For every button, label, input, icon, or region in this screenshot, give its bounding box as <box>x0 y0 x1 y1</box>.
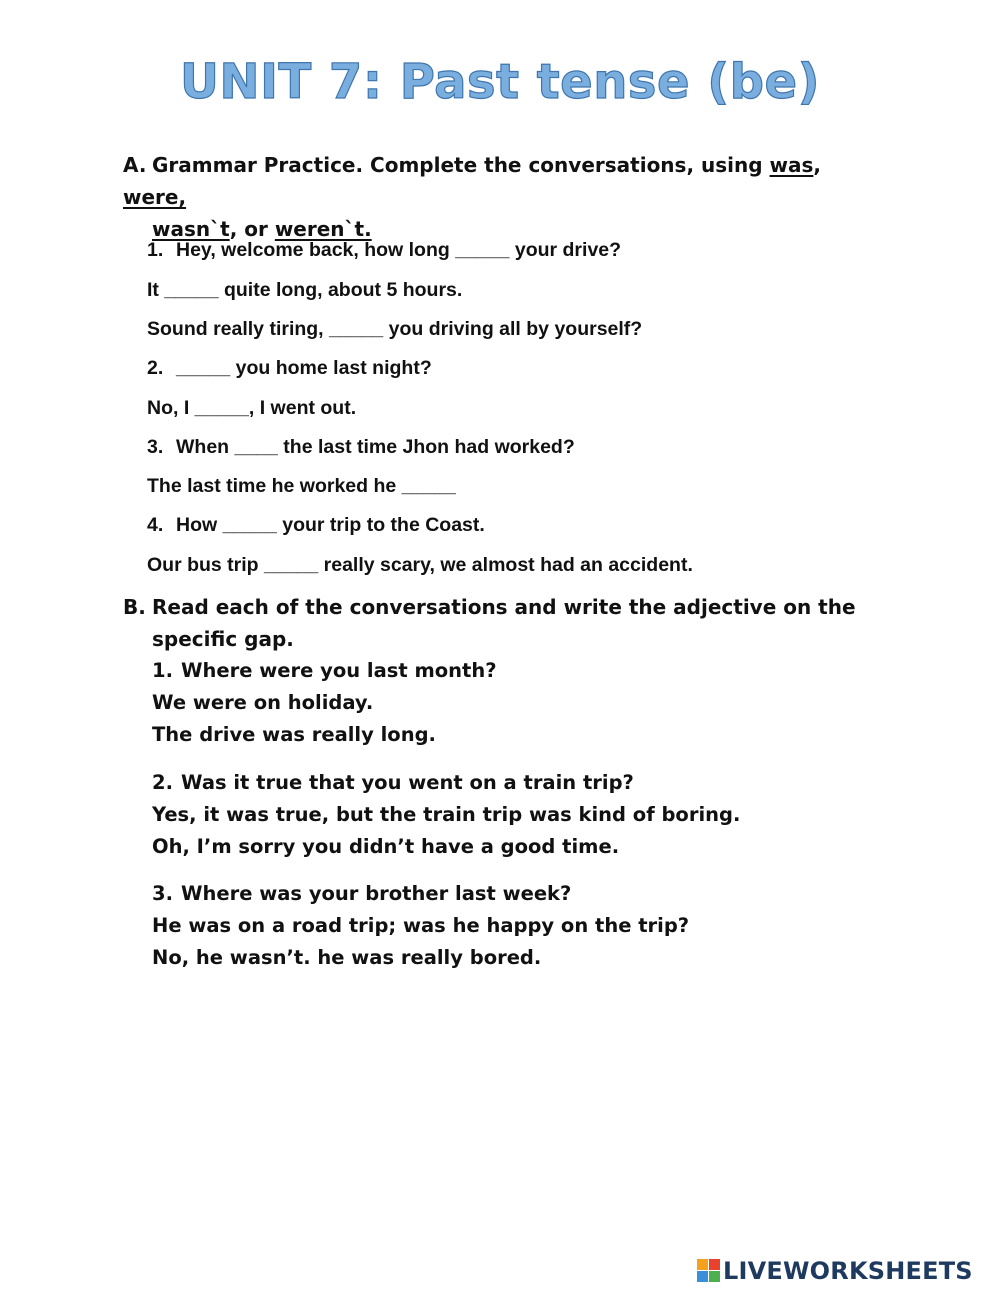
exercise-line <box>147 474 456 498</box>
section-b-letter: B. <box>123 595 146 619</box>
conversation-line <box>152 878 571 910</box>
conversation-text: Was it true that you went on a train trip? <box>181 771 634 794</box>
word-werent: weren`t. <box>274 217 372 241</box>
section-b-heading <box>123 591 883 655</box>
exercise-text: Hey, welcome back, how long _____ your drive? <box>176 239 622 261</box>
section-a-heading <box>123 149 883 245</box>
item-number: 4. <box>147 514 164 536</box>
conversation-line: The drive was really long. <box>152 723 436 746</box>
conversation-line: No, he wasn’t. he was really bored. <box>152 946 542 969</box>
separator: , <box>813 153 822 177</box>
conversation-line: He was on a road trip; was he happy on the trip? <box>152 914 690 937</box>
conversation-line <box>152 767 634 799</box>
exercise-line <box>147 435 575 459</box>
exercise-line <box>147 513 485 537</box>
exercise-text: When ____ the last time Jhon had worked? <box>176 436 575 458</box>
exercise-text: It _____ quite long, about 5 hours. <box>147 279 463 301</box>
word-was: was <box>769 153 814 177</box>
exercise-text: Our bus trip _____ really scary, we almost had an accident. <box>147 554 693 576</box>
conversation-line: We were on holiday. <box>152 691 374 714</box>
exercise-text: _____ you home last night? <box>176 357 432 379</box>
exercise-line <box>147 553 693 577</box>
conversation-line <box>152 655 497 687</box>
exercise-text: The last time he worked he _____ <box>147 475 456 497</box>
exercise-text: No, I _____, I went out. <box>147 397 357 419</box>
conversation-line: Yes, it was true, but the train trip was kind of boring. <box>152 803 741 826</box>
exercise-line <box>147 317 642 341</box>
section-b-intro-cont: specific gap. <box>152 627 294 651</box>
item-number: 1. <box>147 239 164 261</box>
section-a-intro: Grammar Practice. Complete the conversations, using <box>152 153 770 177</box>
word-were: were, <box>123 185 187 209</box>
exercise-text: How _____ your trip to the Coast. <box>176 514 485 536</box>
brand-watermark <box>697 1256 973 1286</box>
section-b-intro: Read each of the conversations and write the adjective on the <box>152 595 856 619</box>
exercise-line <box>147 278 462 302</box>
item-number: 3. <box>147 436 164 458</box>
brand-logo-icon <box>697 1259 721 1283</box>
separator: , or <box>229 217 275 241</box>
conversation-text: Where were you last month? <box>181 659 497 682</box>
conversation-text: Where was your brother last week? <box>181 882 572 905</box>
item-number: 2. <box>147 357 164 379</box>
conversation-line: Oh, I’m sorry you didn’t have a good time. <box>152 835 620 858</box>
word-wasnt: wasn`t <box>152 217 230 241</box>
exercise-line <box>147 396 356 420</box>
exercise-line <box>147 238 621 262</box>
item-number: 1. <box>152 659 173 682</box>
brand-name: LIVEWORKSHEETS <box>723 1257 973 1285</box>
item-number: 2. <box>152 771 173 794</box>
item-number: 3. <box>152 882 173 905</box>
section-a-letter: A. <box>123 153 147 177</box>
worksheet-title: UNIT 7: Past tense (be) <box>179 54 821 110</box>
exercise-line <box>147 356 432 380</box>
exercise-text: Sound really tiring, _____ you driving all by yourself? <box>147 318 643 340</box>
